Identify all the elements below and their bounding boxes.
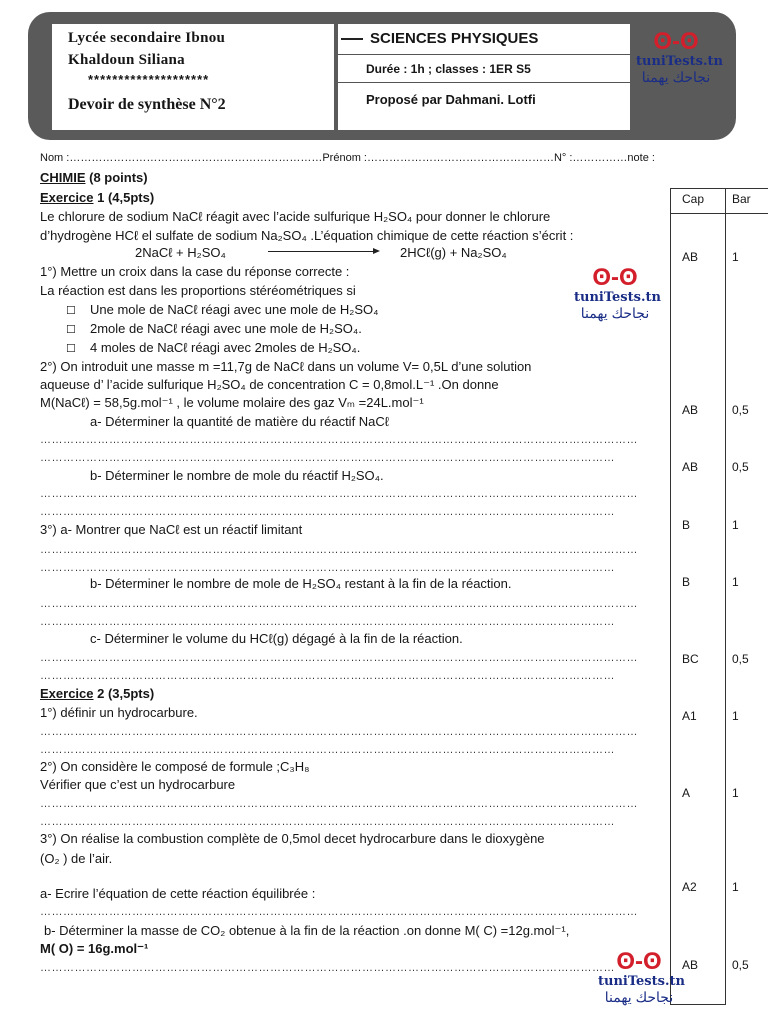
table-cell-bar: 1	[732, 250, 739, 264]
answer-line[interactable]: …………………………………………………………………………………………………………………………………………	[40, 598, 638, 610]
answer-line[interactable]: …………………………………………………………………………………………………………………………………………	[40, 488, 638, 500]
chimie-title: CHIMIE	[40, 170, 86, 185]
ex2-question-3b: b- Déterminer la masse de CO₂ obtenue à la fin de la réaction .on donne M( C) =12g.mol⁻¹,	[44, 923, 570, 938]
answer-line[interactable]: …………………………………………………………………………………………………………………………………………	[40, 906, 638, 918]
answer-line[interactable]: ……………………………………………………………………………………………………………………………………	[40, 816, 615, 828]
student-info-line: Nom :……………………………………………………………Prénom :……………………………………………N° :……………note :	[40, 152, 655, 164]
logo-arabic: نجاحك يهمنا	[641, 69, 711, 85]
answer-line[interactable]: ……………………………………………………………………………………………………………………………………	[40, 744, 615, 756]
header-divider	[338, 54, 630, 55]
option-3: 4 moles de NaCℓ réagi avec 2moles de H₂SO₄.	[90, 340, 361, 355]
answer-line[interactable]: ……………………………………………………………………………………………………………………………………	[40, 670, 615, 682]
table-cell-cap: AB	[682, 460, 699, 474]
table-cell-bar: 1	[732, 709, 739, 723]
question-2a: a- Déterminer la quantité de matière du réactif NaCℓ	[90, 414, 390, 429]
table-cell-bar: 0,5	[732, 958, 749, 972]
exercise-points: 2 (3,5pts)	[97, 686, 155, 701]
subject-title: SCIENCES PHYSIQUES	[370, 30, 539, 47]
ex2-question-2-sub: Vérifier que c’est un hydrocarbure	[40, 777, 236, 792]
answer-line[interactable]: ……………………………………………………………………………………………………………………………………	[40, 962, 615, 974]
table-cell-bar: 1	[732, 518, 739, 532]
table-cell-bar: 0,5	[732, 652, 749, 666]
section-title	[40, 170, 148, 185]
answer-checkbox[interactable]: ☐	[66, 305, 76, 317]
option-1: Une mole de NaCℓ réagi avec une mole de H₂SO₄	[90, 302, 379, 317]
glasses-icon: ʘ-ʘ	[653, 28, 699, 55]
tunitests-logo	[636, 28, 723, 86]
table-cell-cap: A1	[682, 709, 697, 723]
question-2-line1: 2°) On introduit une masse m =11,7g de NaCℓ dans un volume V= 0,5L d’une solution	[40, 359, 532, 374]
table-cell-bar: 0,5	[732, 460, 749, 474]
question-3c: c- Déterminer le volume du HCℓ(g) dégagé à la fin de la réaction.	[90, 631, 463, 646]
answer-line[interactable]: ……………………………………………………………………………………………………………………………………	[40, 562, 615, 574]
answer-line[interactable]: …………………………………………………………………………………………………………………………………………	[40, 726, 638, 738]
table-header-bar: Bar	[732, 192, 751, 206]
table-cell-bar: 0,5	[732, 403, 749, 417]
answer-line[interactable]: ……………………………………………………………………………………………………………………………………	[40, 616, 615, 628]
logo-brand: tuniTests.tn	[574, 290, 661, 305]
question-3a: 3°) a- Montrer que NaCℓ est un réactif limitant	[40, 522, 303, 537]
logo-brand: tuniTests.tn	[598, 974, 685, 989]
stars-divider: ********************	[88, 72, 210, 87]
intro-line-1: Le chlorure de sodium NaCℓ réagit avec l’acide sulfurique H₂SO₄ pour donner le chlorure	[40, 209, 551, 224]
ex2-question-3-sub: (O₂ ) de l’air.	[40, 851, 113, 866]
exercise-label: Exercice	[40, 686, 94, 701]
exercise-label: Exercice	[40, 190, 94, 205]
table-cell-cap: B	[682, 518, 691, 532]
table-cell-bar: 1	[732, 880, 739, 894]
equation-left: 2NaCℓ + H₂SO₄	[135, 245, 226, 260]
exercise-points: 1 (4,5pts)	[97, 190, 155, 205]
answer-line[interactable]: …………………………………………………………………………………………………………………………………………	[40, 798, 638, 810]
school-name-line1: Lycée secondaire Ibnou	[68, 30, 226, 46]
logo-arabic: نجاحك يهمنا	[604, 989, 674, 1005]
grading-table	[670, 188, 726, 1005]
question-3b: b- Déterminer le nombre de mole de H₂SO₄ restant à la fin de la réaction.	[90, 576, 512, 591]
answer-line[interactable]: ……………………………………………………………………………………………………………………………………	[40, 506, 615, 518]
chimie-points: (8 points)	[89, 170, 148, 185]
school-name-line2: Khaldoun Siliana	[68, 52, 185, 68]
question-1: 1°) Mettre un croix dans la case du réponse correcte :	[40, 264, 350, 279]
question-2-line3: M(NaCℓ) = 58,5g.mol⁻¹ , le volume molaire des gaz Vₘ =24L.mol⁻¹	[40, 395, 424, 410]
header-divider	[338, 82, 630, 83]
devoir-title: Devoir de synthèse N°2	[68, 96, 226, 113]
answer-line[interactable]: …………………………………………………………………………………………………………………………………………	[40, 544, 638, 556]
table-cell-bar: 1	[732, 786, 739, 800]
answer-line[interactable]: ……………………………………………………………………………………………………………………………………	[40, 452, 615, 464]
ex2-question-2: 2°) On considère le composé de formule ;C₃H₈	[40, 759, 310, 774]
duration-classes: Durée : 1h ; classes : 1ER S5	[366, 62, 531, 76]
question-1-sub: La réaction est dans les proportions stéréométriques si	[40, 283, 356, 298]
option-2: 2mole de NaCℓ réagi avec une mole de H₂SO₄.	[90, 321, 362, 336]
equation-right: 2HCℓ(g) + Na₂SO₄	[400, 245, 507, 260]
answer-line[interactable]: …………………………………………………………………………………………………………………………………………	[40, 434, 638, 446]
question-2b: b- Déterminer le nombre de mole du réactif H₂SO₄.	[90, 468, 384, 483]
table-cell-cap: A	[682, 786, 691, 800]
logo-arabic: نجاحك يهمنا	[580, 305, 650, 321]
logo-brand: tuniTests.tn	[636, 54, 723, 69]
ex2-question-3: 3°) On réalise la combustion complète de 0,5mol decet hydrocarbure dans le dioxygène	[40, 831, 545, 846]
author-line: Proposé par Dahmani. Lotfi	[366, 92, 536, 107]
table-cell-bar: 1	[732, 575, 739, 589]
ex2-question-1: 1°) définir un hydrocarbure.	[40, 705, 198, 720]
answer-checkbox[interactable]: ☐	[66, 343, 76, 355]
intro-line-2: d’hydrogène HCℓ el sulfate de sodium Na₂SO₄ .L’équation chimique de cette réaction s’écrit :	[40, 228, 574, 243]
glasses-icon: ʘ-ʘ	[616, 948, 662, 975]
table-header-cap: Cap	[682, 192, 705, 206]
header-dash	[341, 38, 363, 40]
table-cell-cap: AB	[682, 250, 699, 264]
tunitests-logo	[574, 264, 661, 322]
exercise-1-title	[40, 190, 154, 205]
answer-checkbox[interactable]: ☐	[66, 324, 76, 336]
question-2-line2: aqueuse d’ l’acide sulfurique H₂SO₄ de concentration C = 0,8mol.L⁻¹ .On donne	[40, 377, 499, 392]
tunitests-logo	[598, 948, 685, 1006]
answer-line[interactable]: …………………………………………………………………………………………………………………………………………	[40, 652, 638, 664]
table-cell-cap: AB	[682, 403, 699, 417]
glasses-icon: ʘ-ʘ	[592, 264, 638, 291]
ex2-question-3b-data: M( O) = 16g.mol⁻¹	[40, 941, 149, 956]
table-cell-cap: B	[682, 575, 691, 589]
table-cell-cap: AB	[682, 958, 699, 972]
exercise-2-title	[40, 686, 154, 701]
table-cell-cap: A2	[682, 880, 697, 894]
reaction-arrow-icon	[268, 251, 378, 252]
table-cell-cap: BC	[682, 652, 699, 666]
ex2-question-3a: a- Ecrire l’équation de cette réaction équilibrée :	[40, 886, 316, 901]
